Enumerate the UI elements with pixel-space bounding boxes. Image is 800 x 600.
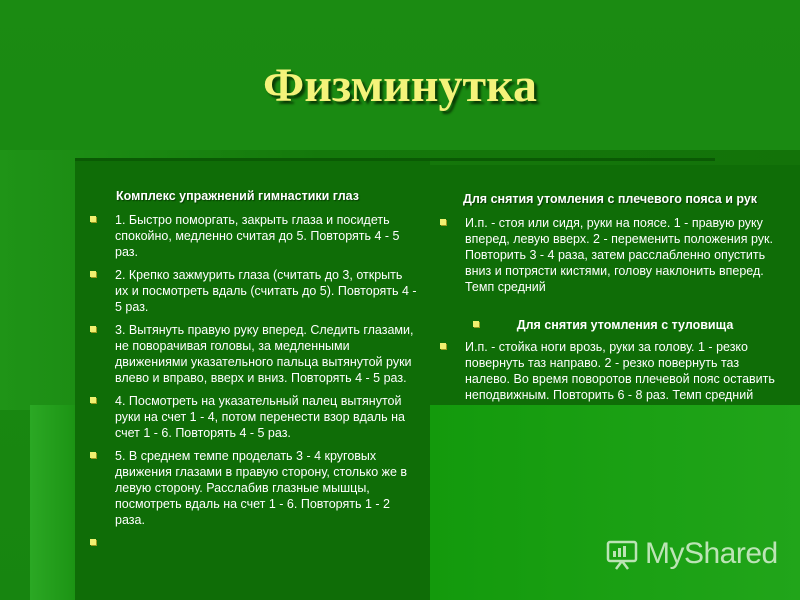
list-item [90,212,418,260]
slide-title: Физминутка [262,59,537,112]
list-item-text: И.п. - стойка ноги врозь, руки за голову. 1 - резко повернуть таз направо. 2 - резко повернуть таз налево. Во время поворотов плечевой пояс оставить неподвижным. Повторить 6 - 8 раз. Темп средний [465,340,775,402]
shoulder-exercises-heading: Для снятия утомления с плечевого пояса и рук [462,192,758,206]
bullet-icon [90,216,96,222]
list-item [90,393,418,441]
eye-exercises-heading: Комплекс упражнений гимнастики глаз [116,189,359,203]
list-item-text: И.п. - стоя или сидя, руки на поясе. 1 - правую руку вперед, левую вверх. 2 - переменить положения рук. Повторить 3 - 4 раза, затем расслабленно опустить вниз и потрясти кистями, голову наклонить вперед. Темп средний [465,216,774,294]
bullet-icon [440,343,446,349]
bullet-icon [90,452,96,458]
fatigue-relief-column [440,191,780,410]
bullet-icon [90,326,96,332]
list-item [440,339,780,403]
list-item [90,267,418,315]
list-item [90,322,418,386]
list-item-text: 2. Крепко зажмурить глаза (считать до 3, открыть их и посмотреть вдаль (считать до 5). Повторять 4 - 5 раз. [115,268,417,314]
list-item [90,448,418,528]
list-item-text: 1. Быстро поморгать, закрыть глаза и посидеть спокойно, медленно считая до 5. Повторять 4 - 5 раз. [115,213,400,259]
bullet-icon [90,397,96,403]
panel-top-edge [75,158,715,161]
bullet-icon [90,539,96,545]
shoulder-exercises-list [440,215,780,295]
watermark-text: MyShared [645,537,778,570]
list-item-text: 3. Вытянуть правую руку вперед. Следить глазами, не поворачивая головы, за медленными движениями указательного пальца вытянутой руки влево и вправо, вверх и вниз. Повторять 4 - 5 раз. [115,323,414,385]
bottom-left-accent [30,405,75,600]
list-item-text: 5. В среднем темпе проделать 3 - 4 круговых движения глазами в правую сторону, столько же в левую сторону. Расслабив глазные мышцы, посмотреть вдаль на счет 1 - 6. Повторять 1 - 2 раза. [115,449,408,527]
list-item-text: 4. Посмотреть на указательный палец вытянутой руки на счет 1 - 4, потом перенести взор вдаль на счет 1 - 6. Повторять 4 - 5 раз. [115,394,405,440]
list-item-empty [90,535,418,551]
torso-exercises-list [440,339,780,403]
watermark [605,536,778,572]
bullet-icon [440,219,446,225]
torso-exercises-heading [440,317,780,333]
presentation-board-icon [605,537,639,571]
torso-heading-text: Для снятия утомления с туловища [516,318,734,332]
eye-exercises-column [90,188,418,558]
bullet-icon [473,321,479,327]
list-item [440,215,780,295]
bullet-icon [90,271,96,277]
eye-exercises-list [90,212,418,551]
